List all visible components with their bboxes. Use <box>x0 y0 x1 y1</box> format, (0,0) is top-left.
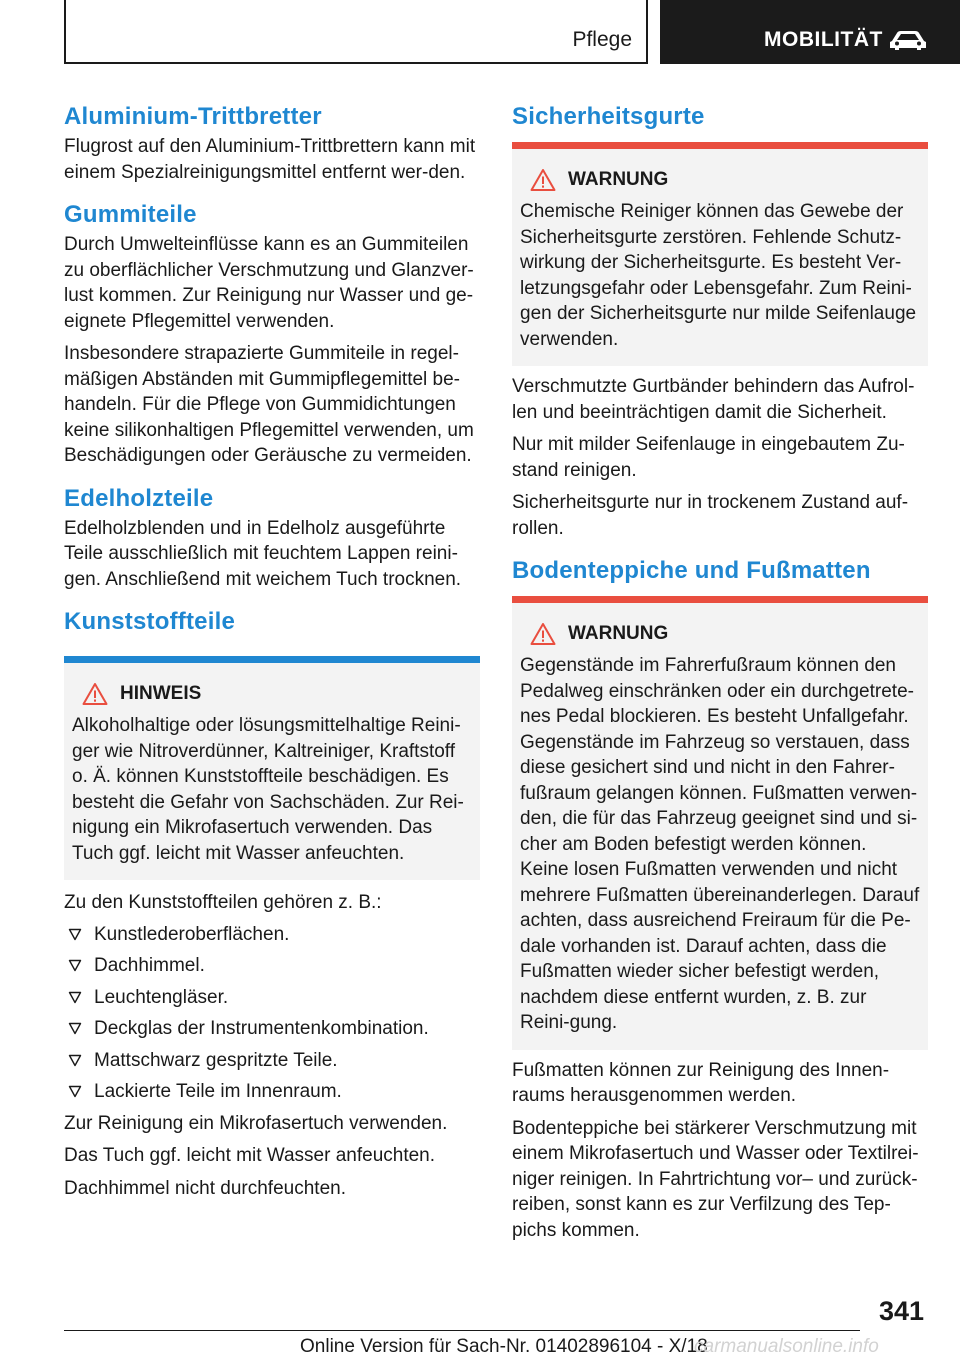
chapter-tab <box>660 0 960 64</box>
paragraph: Nur mit milder Seifenlauge in eingebautem Zu-stand reinigen. <box>512 434 905 481</box>
heading-sicherheitsgurte: Sicherheitsgurte <box>512 103 705 130</box>
list-item: Deckglas der Instrumentenkombination. <box>64 1016 480 1042</box>
heading-kunststoffteile: Kunststoffteile <box>64 608 235 635</box>
notice-box-warnung <box>512 596 928 1050</box>
chapter-tab-label: MOBILITÄT <box>764 28 883 51</box>
notice-label: WARNUNG <box>568 169 669 190</box>
list-intro: Zu den Kunststoffteilen gehören z. B.: <box>64 892 382 913</box>
car-icon <box>888 28 928 52</box>
triangle-bullet-icon <box>64 1048 94 1074</box>
notice-text: Chemische Reiniger können das Gewebe der Sicherheitsgurte zerstören. Fehlende Schutz-wirkung der Sicherheitsgurte. Es besteht Ver-letzungsgefahr oder Lebensgefahr. Zum Reini-gen der Sicherheitsgurte nur milde Seifenlauge verwenden. <box>520 201 917 350</box>
triangle-bullet-icon <box>64 1016 94 1042</box>
paragraph: Dachhimmel nicht durchfeuchten. <box>64 1177 346 1199</box>
notice-text: Gegenstände im Fahrerfußraum können den Pedalweg einschränken oder ein durchgetrete-nes Pedal blockieren. Es besteht Unfallgefahr. Gegenstände im Fahrzeug so verstauen, dass diese gesichert sind und nicht in den Fahrer-fußraum gelangen können. Fußmatten verwen-den, die für das Fahrzeug geeignet sind und si-cher am Boden befestigt werden können. <box>520 655 918 855</box>
bullet-list <box>64 922 480 1105</box>
paragraph: Das Tuch ggf. leicht mit Wasser anfeuchten. <box>64 1145 436 1166</box>
section-tab-label: Pflege <box>572 28 632 51</box>
paragraph: Durch Umwelteinflüsse kann es an Gummiteilen zu oberflächlicher Verschmutzung und Glanzver-lust kommen. Zur Reinigung nur Wasser und ge-eignete Pflegemittel verwenden. <box>64 234 474 332</box>
paragraph: Sicherheitsgurte nur in trockenem Zustand auf-rollen. <box>512 492 909 539</box>
notice-text: Keine losen Fußmatten verwenden und nicht mehrere Fußmatten übereinanderlegen. Darauf achten, dass ausreichend Freiraum für die Pe-dale vorhanden ist. Darauf achten, dass die Fußmatten wieder sicher befestigt werden, nachdem diese entfernt wurden, z. B. zur Reini-gung. <box>520 859 920 1033</box>
list-item: Kunstlederoberflächen. <box>64 922 480 948</box>
footer-divider <box>64 1330 860 1331</box>
page-number: 341 <box>878 1296 924 1326</box>
list-item: Dachhimmel. <box>64 953 480 979</box>
notice-box-hinweis <box>64 656 480 880</box>
notice-header <box>520 167 920 193</box>
triangle-bullet-icon <box>64 953 94 979</box>
paragraph: Edelholzblenden und in Edelholz ausgeführte Teile ausschließlich mit feuchtem Lappen reini-gen. Anschließend mit weichem Tuch trocknen. <box>64 517 462 590</box>
triangle-bullet-icon <box>64 1079 94 1105</box>
paragraph: Zur Reinigung ein Mikrofasertuch verwenden. <box>64 1112 448 1134</box>
left-column <box>64 100 480 1201</box>
list-item: Mattschwarz gespritzte Teile. <box>64 1048 480 1074</box>
triangle-bullet-icon <box>64 985 94 1011</box>
heading-bodenteppiche-und-fussmatten: Bodenteppiche und Fußmatten <box>512 557 871 584</box>
triangle-bullet-icon <box>64 922 94 948</box>
notice-label: HINWEIS <box>120 683 202 704</box>
list-item: Leuchtengläser. <box>64 985 480 1011</box>
notice-header <box>72 681 472 707</box>
watermark: carmanualsonline.info <box>694 1336 879 1357</box>
heading-aluminium-trittbretter: Aluminium-Trittbretter <box>64 103 322 130</box>
paragraph: Verschmutzte Gurtbänder behindern das Aufrol-len und beeinträchtigen damit die Sicherheit. <box>512 376 915 423</box>
paragraph: Flugrost auf den Aluminium-Trittbrettern kann mit einem Spezialreinigungsmittel entfernt wer-den. <box>64 136 476 183</box>
notice-text: Alkoholhaltige oder lösungsmittelhaltige Reini-ger wie Nitroverdünner, Kaltreiniger, Kraftstoff o. Ä. können Kunststoffteile beschädigen. Es besteht die Gefahr von Sachschäden. Zur Rei-nigung ein Mikrofasertuch verwenden. Das Tuch ggf. leicht mit Wasser anfeuchten. <box>72 715 464 864</box>
heading-edelholzteile: Edelholzteile <box>64 484 214 512</box>
warning-triangle-icon <box>530 622 556 646</box>
right-column <box>512 100 928 1243</box>
warning-triangle-icon <box>82 682 108 706</box>
paragraph: Bodenteppiche bei stärkerer Verschmutzung mit einem Mikrofasertuch und Wasser oder Textilrei-niger reinigen. In Fahrtrichtung vor– und zurück-reiben, sonst kann es zur Verfilzung des Tep-pichs kommen. <box>512 1117 919 1241</box>
section-tab <box>64 0 648 64</box>
notice-label: WARNUNG <box>568 623 669 644</box>
online-version-note: Online Version für Sach-Nr. 01402896104 - X/18 <box>300 1336 708 1357</box>
paragraph: Fußmatten können zur Reinigung des Innen-raums herausgenommen werden. <box>512 1059 890 1106</box>
paragraph: Insbesondere strapazierte Gummiteile in regel-mäßigen Abständen mit Gummipflegemittel be-handeln. Für die Pflege von Gummidichtungen keine silikonhaltigen Pflegemittel verwenden, um Beschädigungen oder Geräusche zu vermeiden. <box>64 343 474 466</box>
notice-header <box>520 621 920 647</box>
warning-triangle-icon <box>530 168 556 192</box>
list-item: Lackierte Teile im Innenraum. <box>64 1079 480 1105</box>
heading-gummiteile: Gummiteile <box>64 201 197 228</box>
notice-box-warnung <box>512 142 928 366</box>
